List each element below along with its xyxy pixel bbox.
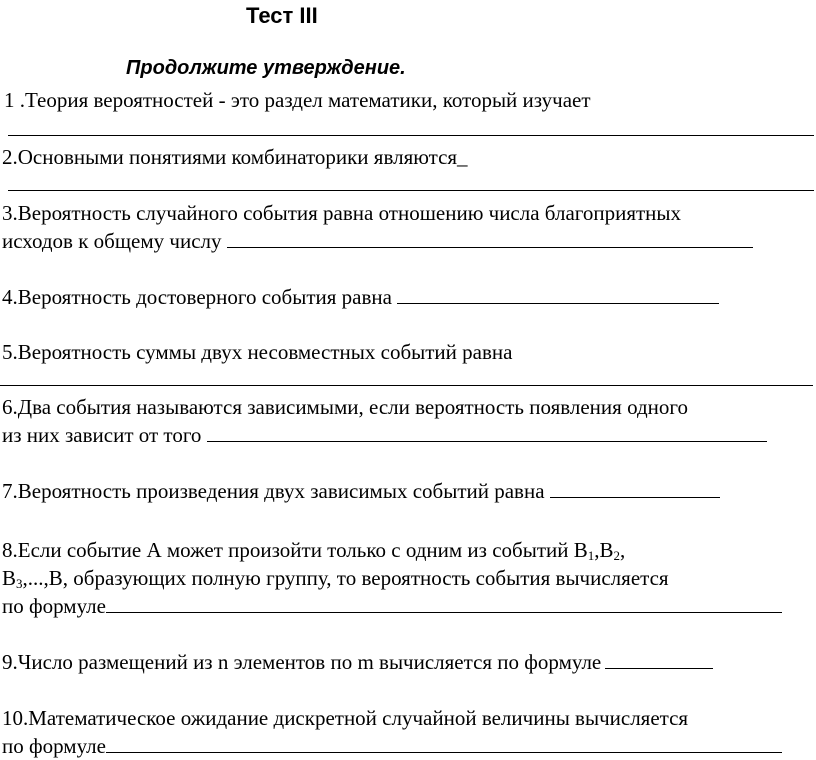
answer-line-9[interactable] (605, 650, 713, 669)
question-5: 5.Вероятность суммы двух несовместных событий равна (2, 340, 513, 364)
subscript-1: 1 (587, 548, 595, 563)
question-7 (2, 477, 720, 505)
question-4-text: 4.Вероятность достоверного события равна (2, 285, 392, 309)
answer-line-1[interactable] (8, 135, 814, 136)
question-6-line-1: 6.Два события называются зависимыми, если вероятность появления одного (2, 395, 688, 419)
question-4 (2, 283, 719, 311)
question-9-text: 9.Число размещений из n элементов по m вычисляется по формуле (2, 650, 602, 674)
question-6-line-2 (2, 421, 767, 449)
question-8-text-d: В (2, 566, 17, 590)
question-8-line-3 (2, 592, 782, 620)
question-1: 1 .Теория вероятностей - это раздел математики, который изучает (4, 88, 591, 112)
question-9 (2, 648, 713, 676)
question-10-line-2 (2, 732, 782, 760)
question-8-text-a: 8.Если событие А может произойти только с одним из событий В (2, 538, 588, 562)
question-10-text: по формуле (2, 734, 106, 758)
answer-line-2[interactable] (8, 190, 814, 191)
question-8-line-1 (2, 536, 625, 564)
subscript-2: 2 (613, 548, 620, 563)
question-3-line-1: 3.Вероятность случайного события равна отношению числа благоприятных (2, 201, 682, 225)
answer-line-7[interactable] (550, 479, 720, 498)
question-8-text-b: ,В (594, 538, 614, 562)
answer-line-4[interactable] (397, 285, 719, 304)
question-3-line-2 (2, 227, 753, 255)
answer-line-8[interactable] (106, 594, 782, 613)
question-8-text-f: по формуле (2, 594, 106, 618)
test-title: Тест III (246, 3, 318, 28)
question-6-text: из них зависит от того (2, 423, 202, 447)
question-2: 2.Основными понятиями комбинаторики являются_ (2, 145, 468, 169)
question-10-line-1: 10.Математическое ожидание дискретной случайной величины вычисляется (2, 706, 689, 730)
question-3-text: исходов к общему числу (2, 229, 222, 253)
question-8-line-2 (2, 564, 669, 592)
answer-line-10[interactable] (106, 734, 782, 753)
instruction: Продолжите утверждение. (126, 57, 406, 79)
answer-line-5[interactable] (0, 385, 813, 386)
question-8-text-c: , (620, 538, 626, 562)
answer-line-6[interactable] (207, 423, 767, 442)
question-8-text-e: ,...,В, образующих полную группу, то вероятность события вычисляется (22, 566, 669, 590)
subscript-3: 3 (16, 576, 23, 591)
question-7-text: 7.Вероятность произведения двух зависимых событий равна (2, 479, 545, 503)
answer-line-3[interactable] (227, 229, 753, 248)
